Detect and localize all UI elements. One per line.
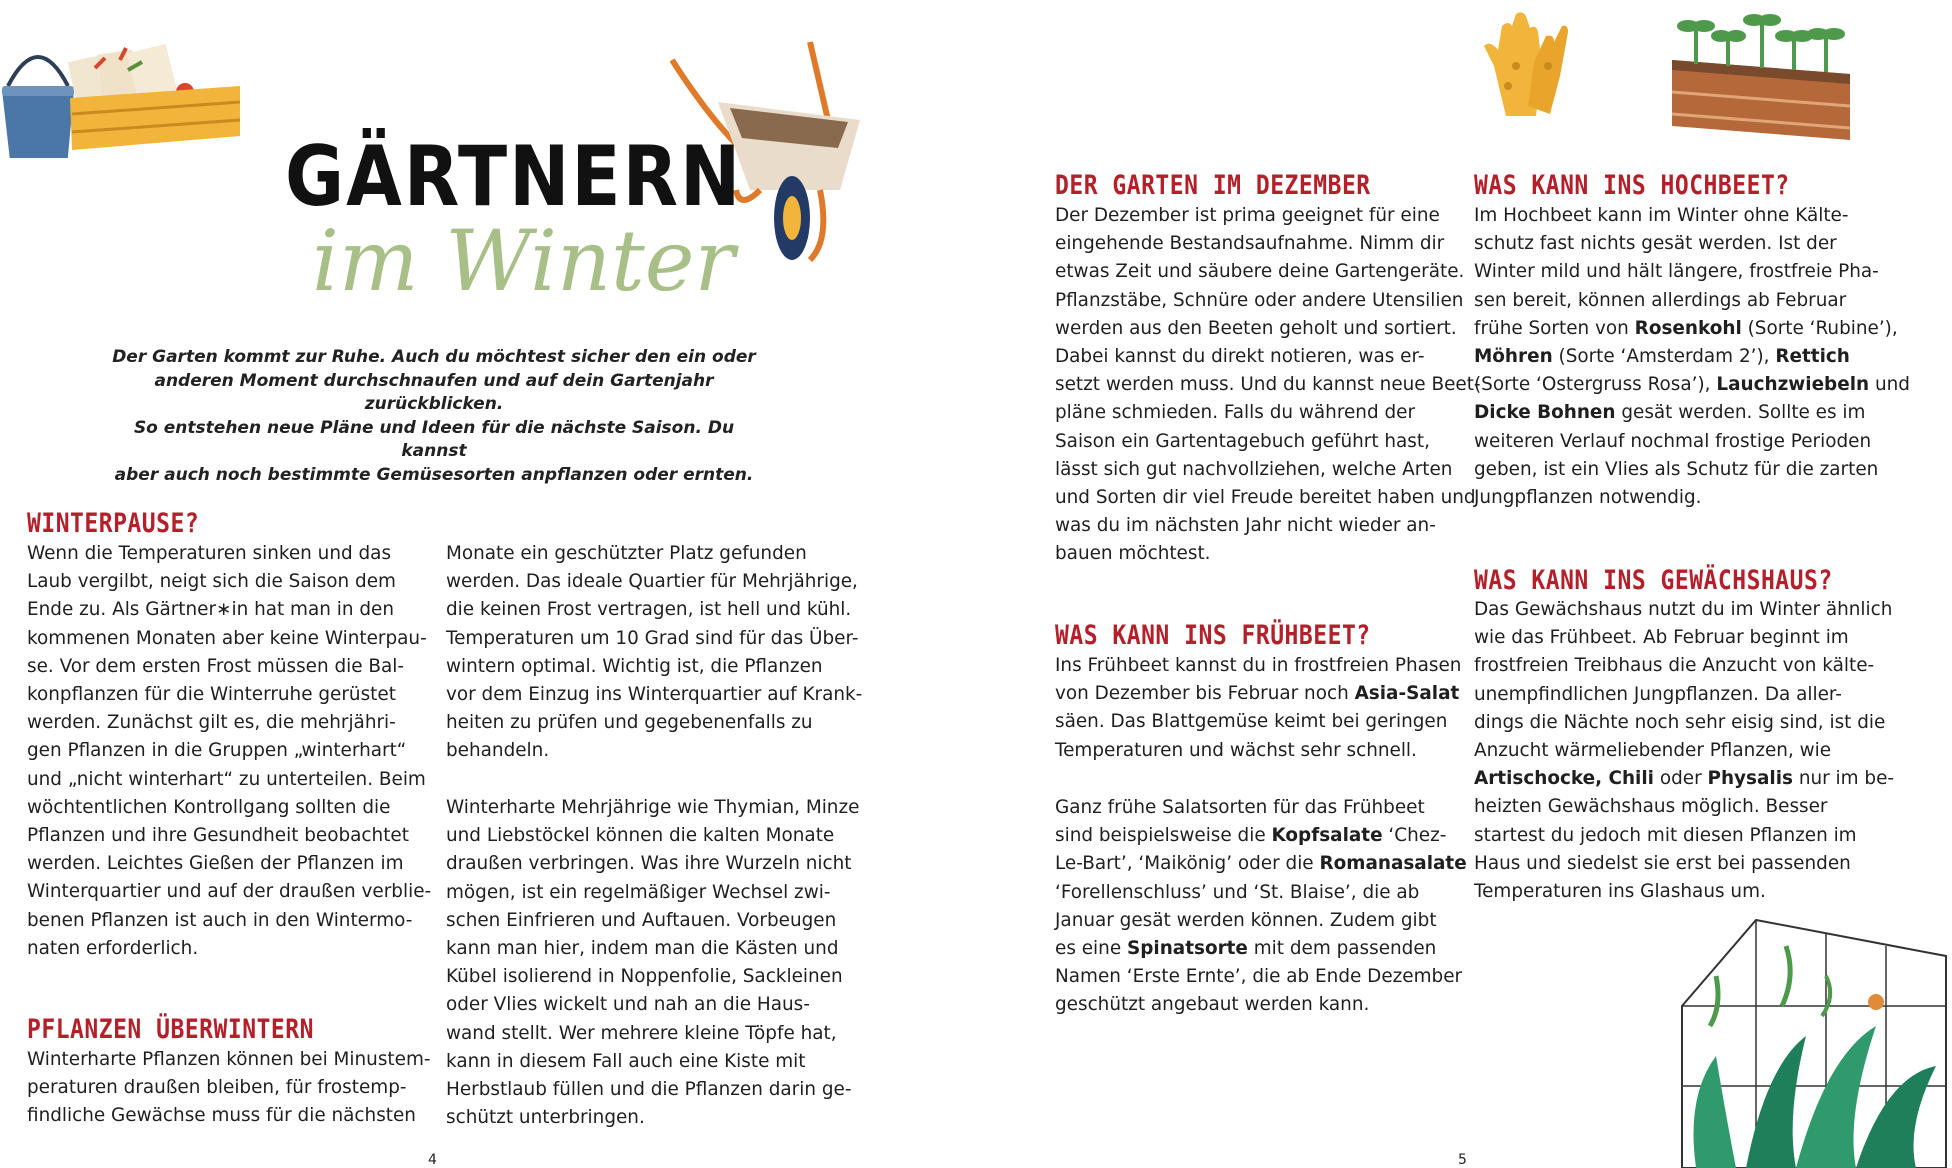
text-line: peraturen draußen bleiben, für frostemp- (27, 1077, 407, 1099)
text-segment: nur im be- (1792, 768, 1895, 790)
text-line: bauen möchtest. (1055, 543, 1211, 565)
text-line (1055, 935, 1467, 963)
bold-term: Romanasalate (1319, 853, 1467, 875)
text-line (1055, 652, 1461, 680)
text-segment: startest du jedoch mit diesen Pflanzen im (1474, 824, 1857, 846)
text-line: etwas Zeit und säubere deine Gartengeräte. (1055, 261, 1465, 283)
text-line: die keinen Frost vertragen, ist hell und kühl. (446, 599, 852, 621)
text-line (1474, 484, 1910, 512)
text-segment: säen. Das Blattgemüse keimt bei geringen (1055, 711, 1448, 733)
text-line (1474, 822, 1894, 850)
text-line: Saison ein Gartentagebuch geführt hast, (1055, 430, 1430, 452)
text-line: Laub vergilbt, neigt sich die Saison dem (27, 571, 396, 593)
page-title: GÄRTNERN (285, 128, 743, 225)
text-segment: weiteren Verlauf nochmal frostige Perioden (1474, 430, 1872, 452)
text-segment: heizten Gewächshaus möglich. Besser (1474, 796, 1828, 818)
text-pflanzen-ueberwintern (27, 1046, 431, 1131)
text-segment: dings die Nächte noch sehr eisig sind, ist die (1474, 711, 1886, 733)
heading-garten-im-dezember: DER GARTEN IM DEZEMBER (1055, 171, 1371, 201)
text-segment: frühe Sorten von (1474, 317, 1635, 339)
bold-term: Rettich (1775, 346, 1850, 368)
text-line: Kübel isolierend in Noppenfolie, Sackleinen (446, 966, 843, 988)
text-line: Winterharte Mehrjährige wie Thymian, Minze (446, 797, 860, 818)
text-line: werden. Leichtes Gießen der Pflanzen im (27, 853, 404, 875)
text-line (1474, 596, 1894, 624)
text-line (1474, 850, 1894, 878)
text-segment: wie das Frühbeet. Ab Februar beginnt im (1474, 627, 1849, 649)
text-line: Herbstlaub füllen und die Pflanzen darin ge- (446, 1079, 852, 1101)
text-line (1474, 287, 1910, 315)
text-segment: Temperaturen und wächst sehr schnell. (1055, 739, 1417, 761)
text-line: draußen verbringen. Was ihre Wurzeln nicht (446, 853, 852, 875)
bold-term: Lauchzwiebeln (1716, 374, 1870, 396)
text-segment: Le-Bart’, ‘Maikönig’ oder die (1055, 853, 1320, 875)
text-segment: Das Gewächshaus nutzt du im Winter ähnlich (1474, 599, 1893, 620)
text-line: kann in diesem Fall auch eine Kiste mit (446, 1050, 806, 1072)
bold-term: Dicke Bohnen (1474, 402, 1616, 424)
text-line (1474, 343, 1910, 371)
text-segment: (Sorte ‘Rubine’), (1741, 317, 1898, 339)
text-segment: ‘Chez- (1382, 825, 1447, 847)
seedling-crate-icon (1666, 10, 1851, 145)
text-line (1474, 709, 1894, 737)
page-subtitle: im Winter (312, 212, 735, 310)
text-line (1474, 456, 1910, 484)
text-line: Der Dezember ist prima geeignet für eine (1055, 205, 1440, 226)
text-segment: frostfreien Treibhaus die Anzucht von kälte- (1474, 655, 1875, 677)
text-segment: geben, ist ein Vlies als Schutz für die zarten (1474, 458, 1879, 480)
text-line: vor dem Einzug ins Winterquartier auf Krank- (446, 684, 863, 706)
intro-lead: Der Garten kommt zur Ruhe. Auch du möchtest sicher den ein oder anderen Moment durchschnaufen und auf dein Gartenjahr zurückblicken. So entstehen neue Pläne und Ideen für die nächste Saison. Du kannst aber auch noch bestimmte Gemüsesorten anpflanzen oder ernten. (112, 347, 756, 485)
text-line (1474, 371, 1910, 399)
text-line: kommenen Monaten aber keine Winterpau- (27, 627, 427, 649)
text-line: wand stellt. Wer mehrere kleine Töpfe hat, (446, 1022, 837, 1044)
bold-term: Asia-Salat (1354, 683, 1460, 705)
text-line (1474, 737, 1894, 765)
text-line (1055, 794, 1467, 822)
text-segment: mit dem passenden (1247, 938, 1437, 960)
text-segment: gesät werden. Sollte es im (1615, 402, 1866, 424)
text-line: wöchtentlichen Kontrollgang sollten die (27, 796, 391, 818)
text-segment: Januar gesät werden können. Zudem gibt (1055, 909, 1437, 931)
text-line: pläne schmieden. Falls du während der (1055, 402, 1416, 424)
text-line: Temperaturen um 10 Grad sind für das Über- (446, 627, 859, 649)
text-segment: Ganz frühe Salatsorten für das Frühbeet (1055, 797, 1425, 818)
text-line: Winterharte Pflanzen können bei Minustem- (27, 1049, 431, 1070)
text-line: Monate ein geschützter Platz gefunden (446, 543, 807, 564)
text-line: behandeln. (446, 740, 550, 762)
text-line (1474, 793, 1894, 821)
text-line: Wenn die Temperaturen sinken und das (27, 543, 392, 564)
text-line: heiten zu prüfen und gegebenenfalls zu (446, 712, 813, 734)
bold-term: Kopfsalate (1271, 825, 1383, 847)
garden-gloves-icon (1476, 6, 1571, 121)
text-segment: geschützt angebaut werden kann. (1055, 994, 1370, 1016)
text-line: Winterquartier und auf der draußen verblie- (27, 881, 432, 903)
text-line: Pflanzstäbe, Schnüre oder andere Utensilien (1055, 289, 1464, 311)
text-segment: Temperaturen ins Glashaus um. (1474, 881, 1766, 903)
text-line (1474, 399, 1910, 427)
bucket-and-seed-box-icon (0, 28, 245, 158)
text-segment: Namen ‘Erste Ernte’, die ab Ende Dezember (1055, 966, 1463, 988)
text-fruehbeet-2 (1055, 794, 1467, 1020)
text-segment: und (1869, 374, 1910, 396)
bold-term: Rosenkohl (1634, 317, 1742, 339)
text-line: schützt unterbringen. (446, 1107, 645, 1129)
bold-term: Artischocke, Chili (1474, 768, 1654, 790)
text-segment: (Sorte ‘Ostergruss Rosa’), (1474, 374, 1717, 396)
text-line: und Liebstöckel können die kalten Monate (446, 825, 835, 847)
text-line (1474, 258, 1910, 286)
text-line: schen Einfrieren und Auftauen. Vorbeugen (446, 909, 837, 931)
right-page (976, 0, 1952, 1168)
text-line: und Sorten dir viel Freude bereitet haben und (1055, 487, 1476, 509)
text-line (1474, 681, 1894, 709)
text-segment: Im Hochbeet kann im Winter ohne Kälte- (1474, 205, 1849, 226)
text-line: kann man hier, indem man die Kästen und (446, 938, 839, 960)
text-line: Pflanzen und ihre Gesundheit beobachtet (27, 825, 409, 847)
text-segment: oder (1653, 768, 1708, 790)
bold-term: Physalis (1707, 768, 1793, 790)
text-fruehbeet-1 (1055, 652, 1461, 765)
text-garten-im-dezember (1055, 202, 1481, 569)
text-line (1474, 652, 1894, 680)
text-winterpause (27, 540, 431, 963)
text-line (1055, 991, 1467, 1019)
text-segment: schutz fast nichts gesät werden. Ist der (1474, 233, 1837, 255)
text-segment: Ins Frühbeet kannst du in frostfreien Phasen (1055, 655, 1462, 676)
text-line: se. Vor dem ersten Frost müssen die Bal- (27, 655, 405, 677)
heading-pflanzen-ueberwintern: PFLANZEN ÜBERWINTERN (27, 1015, 314, 1045)
text-line (1055, 879, 1467, 907)
text-line: werden. Zunächst gilt es, die mehrjähri- (27, 712, 396, 734)
heading-winterpause: WINTERPAUSE? (27, 509, 200, 539)
text-line: Ende zu. Als Gärtner∗in hat man in den (27, 599, 394, 621)
text-segment: unempfindlichen Jungpflanzen. Da aller- (1474, 683, 1842, 705)
text-line: konpflanzen für die Winterruhe gerüstet (27, 684, 396, 706)
text-line: Dabei kannst du direkt notieren, was er- (1055, 346, 1425, 368)
heading-hochbeet: WAS KANN INS HOCHBEET? (1474, 171, 1790, 201)
heading-fruehbeet: WAS KANN INS FRÜHBEET? (1055, 621, 1371, 651)
text-segment: von Dezember bis Februar noch (1055, 683, 1355, 705)
text-line (1055, 822, 1467, 850)
text-segment: sen bereit, können allerdings ab Februar (1474, 289, 1847, 311)
text-segment: (Sorte ‘Amsterdam 2’), (1552, 346, 1776, 368)
text-segment: Jungpflanzen notwendig. (1474, 487, 1702, 509)
text-segment: ‘Forellenschluss’ und ‘St. Blaise’, die ab (1055, 881, 1420, 903)
text-line: eingehende Bestandsaufnahme. Nimm dir (1055, 233, 1445, 255)
text-line (1474, 428, 1910, 456)
text-line (1055, 850, 1467, 878)
bold-term: Spinatsorte (1126, 938, 1248, 960)
text-line: oder Vlies wickelt und nah an die Haus- (446, 994, 810, 1016)
text-line (1474, 878, 1894, 906)
page-number-left: 4 (428, 1152, 437, 1168)
text-line (1474, 765, 1894, 793)
text-line: werden. Das ideale Quartier für Mehrjährige, (446, 571, 858, 593)
text-column-2b (446, 794, 859, 1132)
text-line (1474, 315, 1910, 343)
page-number-right: 5 (1458, 1152, 1467, 1168)
text-line (1474, 230, 1910, 258)
greenhouse-icon (1676, 916, 1952, 1168)
text-line (1474, 202, 1910, 230)
text-hochbeet (1474, 202, 1910, 512)
text-segment: Winter mild und hält längere, frostfreie Pha- (1474, 261, 1879, 283)
text-line: lässt sich gut nachvollziehen, welche Arten (1055, 458, 1453, 480)
text-line (1055, 963, 1467, 991)
text-line (1055, 680, 1461, 708)
text-line: werden aus den Beeten geholt und sortiert. (1055, 317, 1457, 339)
text-line: benen Pflanzen ist auch in den Wintermo- (27, 909, 413, 931)
text-line (1055, 737, 1461, 765)
text-line (1055, 708, 1461, 736)
text-segment: es eine (1055, 938, 1127, 960)
text-line: mögen, ist ein regelmäßiger Wechsel zwi- (446, 881, 831, 903)
bold-term: Möhren (1474, 346, 1553, 368)
heading-gewaechshaus: WAS KANN INS GEWÄCHSHAUS? (1474, 566, 1833, 596)
text-segment: Haus und siedelst sie erst bei passenden (1474, 852, 1851, 874)
text-line: was du im nächsten Jahr nicht wieder an- (1055, 515, 1436, 537)
text-line: wintern optimal. Wichtig ist, die Pflanzen (446, 655, 823, 677)
text-line (1055, 907, 1467, 935)
text-segment: Anzucht wärmeliebender Pflanzen, wie (1474, 740, 1832, 762)
text-line: naten erforderlich. (27, 937, 199, 959)
text-line: setzt werden muss. Und du kannst neue Beet- (1055, 374, 1481, 396)
text-line: gen Pflanzen in die Gruppen „winterhart“ (27, 740, 407, 762)
text-line: findliche Gewächse muss für die nächsten (27, 1105, 416, 1127)
text-line: und „nicht winterhart“ zu unterteilen. Beim (27, 768, 426, 790)
text-segment: sind beispielsweise die (1055, 825, 1272, 847)
text-column-2a (446, 540, 862, 766)
text-gewaechshaus (1474, 596, 1894, 906)
text-line (1474, 624, 1894, 652)
